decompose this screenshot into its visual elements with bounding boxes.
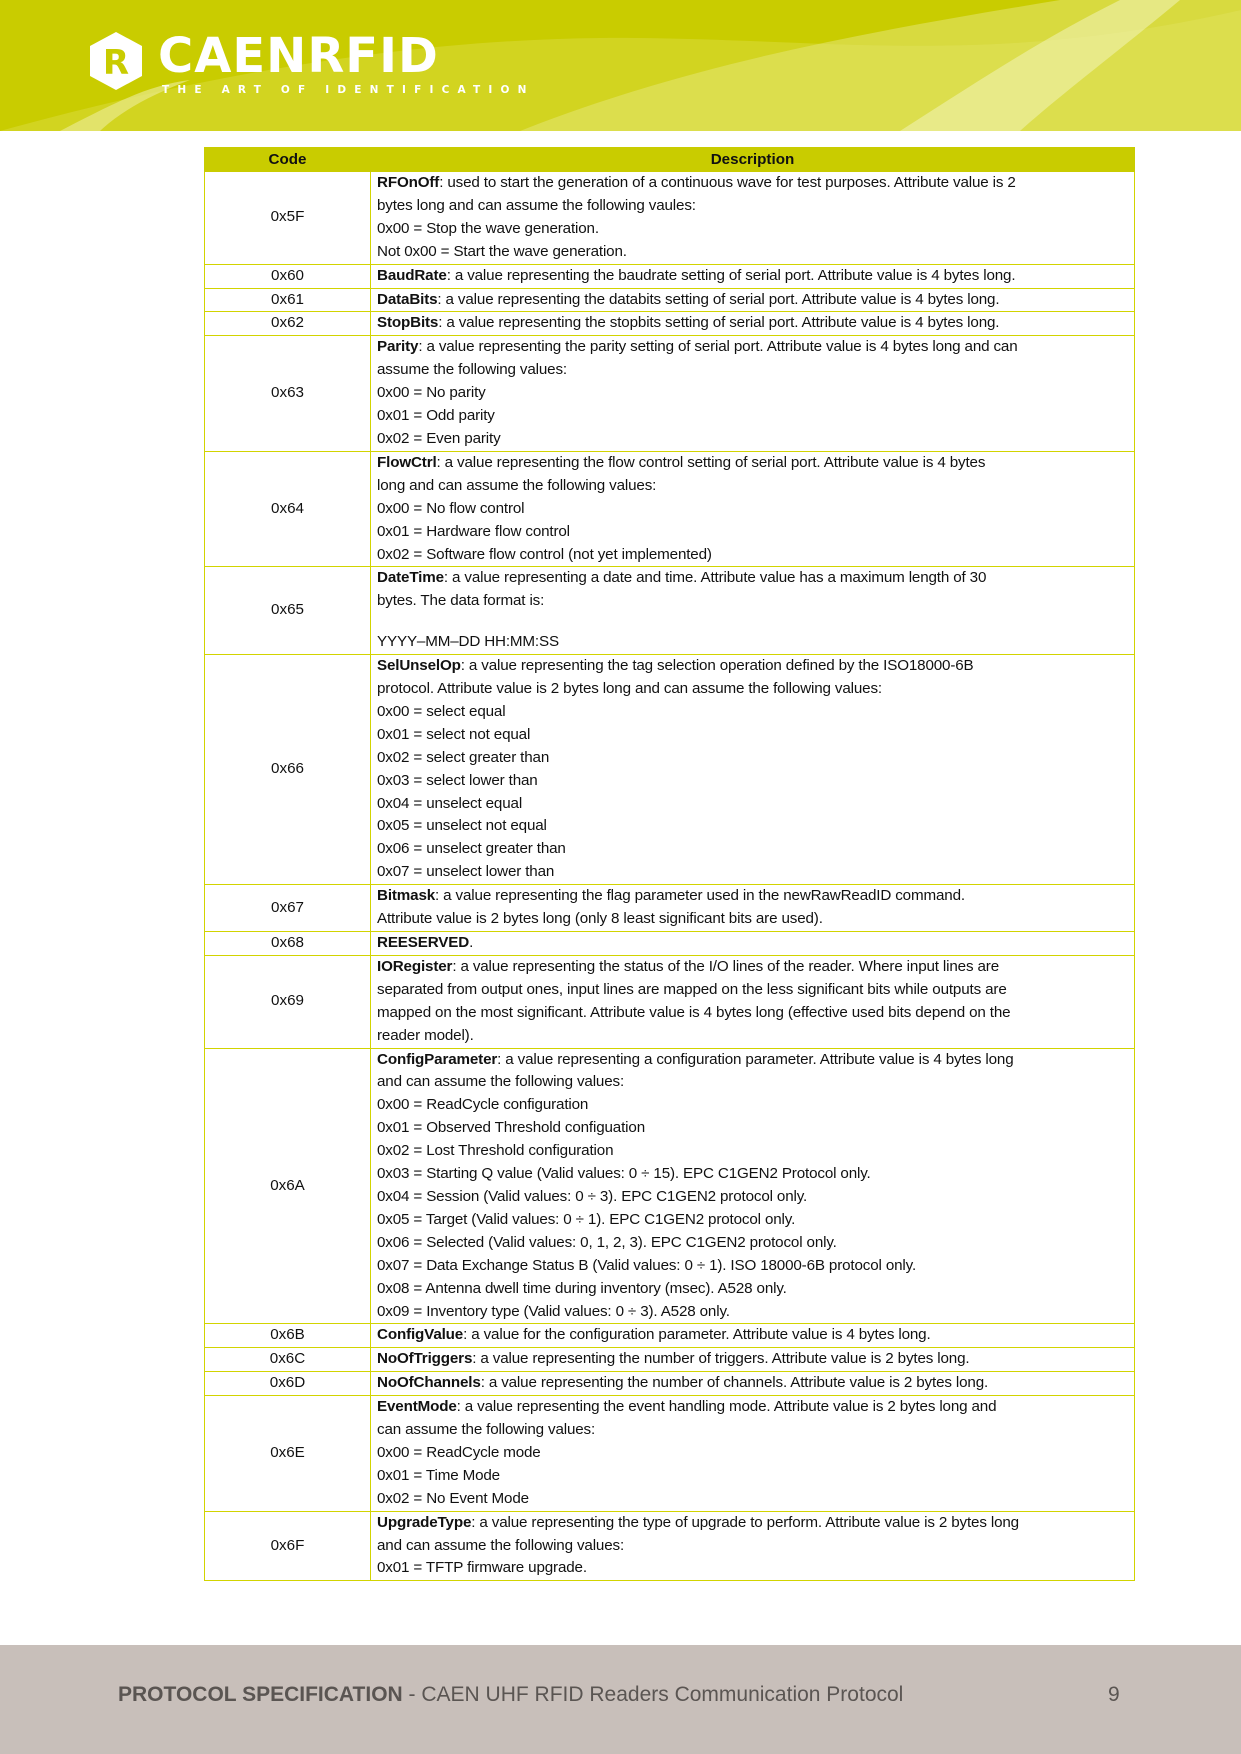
attribute-name: Parity <box>377 338 419 356</box>
description-text: : a value representing the flow control setting of serial port. Attribute value is 4 bytes <box>436 453 986 471</box>
description-text: 0x09 = Inventory type (Valid values: 0 ÷ 3). A528 only. <box>377 1302 730 1320</box>
footer-title-bold: PROTOCOL SPECIFICATION <box>118 1683 403 1706</box>
description-line <box>377 1232 1128 1255</box>
description-line <box>377 1465 1128 1488</box>
description-line <box>377 382 1128 405</box>
row-description <box>371 288 1135 312</box>
description-line <box>377 1071 1128 1094</box>
description-text: 0x02 = Software flow control (not yet implemented) <box>377 545 712 563</box>
description-text: 0x00 = No flow control <box>377 499 525 517</box>
row-code: 0x5F <box>205 172 371 265</box>
description-text: assume the following values: <box>377 361 567 379</box>
description-line <box>377 956 1128 979</box>
attribute-name: RFOnOff <box>377 174 440 191</box>
row-code: 0x69 <box>205 955 371 1048</box>
description-line <box>377 498 1128 521</box>
description-text: can assume the following values: <box>377 1421 596 1439</box>
description-text: 0x05 = unselect not equal <box>377 817 547 835</box>
description-line <box>377 241 1128 264</box>
description-text: bytes. The data format is: <box>377 592 545 610</box>
description-text: 0x06 = Selected (Valid values: 0, 1, 2, 3). EPC C1GEN2 protocol only. <box>377 1233 837 1251</box>
description-text: : a value representing the event handling mode. Attribute value is 2 bytes long and <box>456 1398 997 1416</box>
description-line <box>377 793 1128 816</box>
row-code: 0x6C <box>205 1348 371 1372</box>
description-line <box>377 1301 1128 1324</box>
description-text: 0x08 = Antenna dwell time during inventory (msec). A528 only. <box>377 1279 787 1297</box>
description-line <box>377 1209 1128 1232</box>
table-row <box>205 655 1135 885</box>
description-line <box>377 908 1128 931</box>
description-line <box>377 452 1128 475</box>
attribute-name: StopBits <box>377 314 439 332</box>
description-text: : a value representing the baudrate setting of serial port. Attribute value is 4 bytes long. <box>446 266 1016 284</box>
row-description <box>371 336 1135 452</box>
description-text: mapped on the most significant. Attribute value is 4 bytes long (effective used bits depend on the <box>377 1003 1011 1021</box>
row-code: 0x61 <box>205 288 371 312</box>
description-line <box>377 590 1128 613</box>
attribute-name: Bitmask <box>377 887 436 905</box>
description-text: 0x02 = No Event Mode <box>377 1489 529 1507</box>
description-line <box>377 1535 1128 1558</box>
description-line <box>377 312 1128 335</box>
page-header <box>0 0 1241 131</box>
description-line <box>377 932 1128 955</box>
description-line <box>377 979 1128 1002</box>
table-header-row <box>205 148 1135 172</box>
description-line <box>377 218 1128 241</box>
description-text: protocol. Attribute value is 2 bytes long and can assume the following values: <box>377 680 882 698</box>
caenrfid-logo-icon <box>88 30 144 92</box>
description-text: 0x01 = Time Mode <box>377 1466 500 1484</box>
attribute-name: BaudRate <box>377 266 447 284</box>
table-row <box>205 1372 1135 1396</box>
description-text: 0x00 = select equal <box>377 702 506 720</box>
description-text: 0x06 = unselect greater than <box>377 840 566 858</box>
description-line <box>377 195 1128 218</box>
description-line <box>377 631 1128 654</box>
description-line <box>377 405 1128 428</box>
description-text: 0x01 = Observed Threshold configuation <box>377 1119 645 1137</box>
row-description <box>371 264 1135 288</box>
description-line <box>377 770 1128 793</box>
description-text: YYYY–MM–DD HH:MM:SS <box>377 633 559 651</box>
description-text: : a value representing the parity setting of serial port. Attribute value is 4 bytes long and can <box>418 338 1018 356</box>
description-text: . <box>469 934 474 951</box>
attribute-name: DataBits <box>377 290 438 308</box>
description-text: 0x05 = Target (Valid values: 0 ÷ 1). EPC C1GEN2 protocol only. <box>377 1210 796 1228</box>
footer-title <box>118 1683 903 1707</box>
table-row <box>205 932 1135 956</box>
description-line <box>377 1512 1128 1535</box>
row-code: 0x65 <box>205 567 371 655</box>
table-row <box>205 1324 1135 1348</box>
table-row <box>205 1048 1135 1324</box>
row-description <box>371 451 1135 567</box>
description-text: : a value representing a date and time. Attribute value has a maximum length of 30 <box>443 569 987 587</box>
description-text: 0x02 = select greater than <box>377 748 550 766</box>
brand-name: CAENRFID <box>158 28 439 84</box>
page-footer <box>0 1645 1241 1754</box>
description-line <box>377 1419 1128 1442</box>
attribute-table <box>204 147 1135 1581</box>
table-row <box>205 1348 1135 1372</box>
attribute-name: FlowCtrl <box>377 453 437 471</box>
description-text: 0x01 = Hardware flow control <box>377 522 570 540</box>
description-text: 0x01 = Odd parity <box>377 407 495 425</box>
description-text: 0x07 = Data Exchange Status B (Valid values: 0 ÷ 1). ISO 18000-6B protocol only. <box>377 1256 917 1274</box>
description-text: 0x00 = ReadCycle mode <box>377 1443 541 1461</box>
description-line <box>377 475 1128 498</box>
description-text: bytes long and can assume the following vaules: <box>377 196 696 214</box>
description-line <box>377 1002 1128 1025</box>
description-text: 0x01 = TFTP firmware upgrade. <box>377 1559 587 1577</box>
description-text: Not 0x00 = Start the wave generation. <box>377 242 627 260</box>
description-line <box>377 172 1128 195</box>
table-row <box>205 1511 1135 1581</box>
description-line <box>377 265 1128 288</box>
description-text: 0x04 = Session (Valid values: 0 ÷ 3). EPC C1GEN2 protocol only. <box>377 1187 808 1205</box>
attribute-name: EventMode <box>377 1398 457 1416</box>
description-text: 0x07 = unselect lower than <box>377 863 555 881</box>
table-row <box>205 955 1135 1048</box>
blank-line <box>377 613 1128 631</box>
description-text: : a value representing the number of channels. Attribute value is 2 bytes long. <box>480 1374 989 1392</box>
attribute-name: SelUnselOp <box>377 657 461 675</box>
row-code: 0x6A <box>205 1048 371 1324</box>
row-description <box>371 1511 1135 1581</box>
description-text: and can assume the following values: <box>377 1536 625 1554</box>
brand-tagline: THE ART OF IDENTIFICATION <box>162 84 535 96</box>
table-row <box>205 336 1135 452</box>
table-row <box>205 172 1135 265</box>
description-line <box>377 359 1128 382</box>
table-row <box>205 288 1135 312</box>
table-row <box>205 264 1135 288</box>
description-text: 0x00 = No parity <box>377 384 486 402</box>
row-description <box>371 1348 1135 1372</box>
description-line <box>377 861 1128 884</box>
description-text: 0x03 = select lower than <box>377 771 538 789</box>
row-description <box>371 885 1135 932</box>
description-text: : a value representing a configuration parameter. Attribute value is 4 bytes long <box>497 1050 1014 1068</box>
description-line <box>377 567 1128 590</box>
table-row <box>205 451 1135 567</box>
page-number: 9 <box>1108 1683 1120 1706</box>
description-line <box>377 678 1128 701</box>
description-line <box>377 289 1128 312</box>
description-line <box>377 1140 1128 1163</box>
description-line <box>377 1049 1128 1072</box>
description-text: : used to start the generation of a continuous wave for test purposes. Attribute value is 2 <box>439 174 1016 191</box>
description-text: 0x02 = Even parity <box>377 429 501 447</box>
svg-text:R: R <box>102 43 130 83</box>
description-text: : a value representing the stopbits setting of serial port. Attribute value is 4 bytes long. <box>438 314 1000 332</box>
description-line <box>377 1557 1128 1580</box>
header-code: Code <box>205 148 371 172</box>
row-description <box>371 1048 1135 1324</box>
description-text: : a value representing the databits setting of serial port. Attribute value is 4 bytes long. <box>437 290 1000 308</box>
row-description <box>371 1396 1135 1512</box>
description-line <box>377 815 1128 838</box>
description-line <box>377 1186 1128 1209</box>
description-text: separated from output ones, input lines are mapped on the less significant bits while outputs are <box>377 980 1007 998</box>
row-code: 0x60 <box>205 264 371 288</box>
description-line <box>377 1442 1128 1465</box>
attribute-name: NoOfChannels <box>377 1374 481 1392</box>
description-line <box>377 1117 1128 1140</box>
brand-logo <box>88 30 535 96</box>
description-line <box>377 428 1128 451</box>
attribute-name: DateTime <box>377 569 444 587</box>
description-text: Attribute value is 2 bytes long (only 8 least significant bits are used). <box>377 910 823 928</box>
description-text: : a value representing the tag selection operation defined by the ISO18000-6B <box>460 657 974 675</box>
description-text: reader model). <box>377 1026 474 1044</box>
attribute-name: UpgradeType <box>377 1513 472 1531</box>
description-text: 0x04 = unselect equal <box>377 794 523 812</box>
table-row <box>205 885 1135 932</box>
row-description <box>371 567 1135 655</box>
row-code: 0x6D <box>205 1372 371 1396</box>
description-line <box>377 885 1128 908</box>
description-line <box>377 1348 1128 1371</box>
description-line <box>377 1094 1128 1117</box>
row-description <box>371 312 1135 336</box>
description-line <box>377 1278 1128 1301</box>
row-code: 0x6B <box>205 1324 371 1348</box>
description-line <box>377 724 1128 747</box>
row-description <box>371 655 1135 885</box>
row-code: 0x68 <box>205 932 371 956</box>
description-text: : a value representing the status of the I/O lines of the reader. Where input lines are <box>452 957 999 975</box>
description-text: 0x00 = ReadCycle configuration <box>377 1096 589 1114</box>
description-text: : a value for the configuration parameter. Attribute value is 4 bytes long. <box>463 1326 931 1344</box>
description-text: 0x03 = Starting Q value (Valid values: 0 ÷ 15). EPC C1GEN2 Protocol only. <box>377 1165 871 1183</box>
row-code: 0x66 <box>205 655 371 885</box>
description-line <box>377 336 1128 359</box>
header-description: Description <box>371 148 1135 172</box>
row-description <box>371 932 1135 956</box>
description-line <box>377 1488 1128 1511</box>
attribute-name: ConfigParameter <box>377 1050 498 1068</box>
description-text: : a value representing the type of upgrade to perform. Attribute value is 2 bytes long <box>471 1513 1019 1531</box>
row-code: 0x62 <box>205 312 371 336</box>
description-text: : a value representing the number of triggers. Attribute value is 2 bytes long. <box>472 1350 970 1368</box>
description-text: long and can assume the following values: <box>377 476 657 494</box>
description-text: 0x01 = select not equal <box>377 725 531 743</box>
description-text: 0x02 = Lost Threshold configuration <box>377 1142 614 1160</box>
attribute-name: IORegister <box>377 957 453 975</box>
description-line <box>377 1396 1128 1419</box>
description-text: : a value representing the flag parameter used in the newRawReadID command. <box>435 887 965 905</box>
description-line <box>377 521 1128 544</box>
description-line <box>377 544 1128 567</box>
description-line <box>377 1025 1128 1048</box>
row-code: 0x6E <box>205 1396 371 1512</box>
description-line <box>377 1163 1128 1186</box>
description-line <box>377 1324 1128 1347</box>
row-code: 0x64 <box>205 451 371 567</box>
description-text: and can assume the following values: <box>377 1073 625 1091</box>
row-description <box>371 1372 1135 1396</box>
attribute-name: ConfigValue <box>377 1326 464 1344</box>
attribute-name: NoOfTriggers <box>377 1350 473 1368</box>
row-code: 0x67 <box>205 885 371 932</box>
row-description <box>371 172 1135 265</box>
description-line <box>377 1255 1128 1278</box>
description-line <box>377 747 1128 770</box>
table-row <box>205 567 1135 655</box>
table-row <box>205 312 1135 336</box>
attribute-name: REESERVED <box>377 934 470 951</box>
description-text: 0x00 = Stop the wave generation. <box>377 219 599 237</box>
description-line <box>377 701 1128 724</box>
description-line <box>377 1372 1128 1395</box>
table-row <box>205 1396 1135 1512</box>
row-description <box>371 1324 1135 1348</box>
description-line <box>377 655 1128 678</box>
row-code: 0x6F <box>205 1511 371 1581</box>
footer-title-rest: - CAEN UHF RFID Readers Communication Protocol <box>402 1683 904 1706</box>
row-description <box>371 955 1135 1048</box>
row-code: 0x63 <box>205 336 371 452</box>
description-line <box>377 838 1128 861</box>
